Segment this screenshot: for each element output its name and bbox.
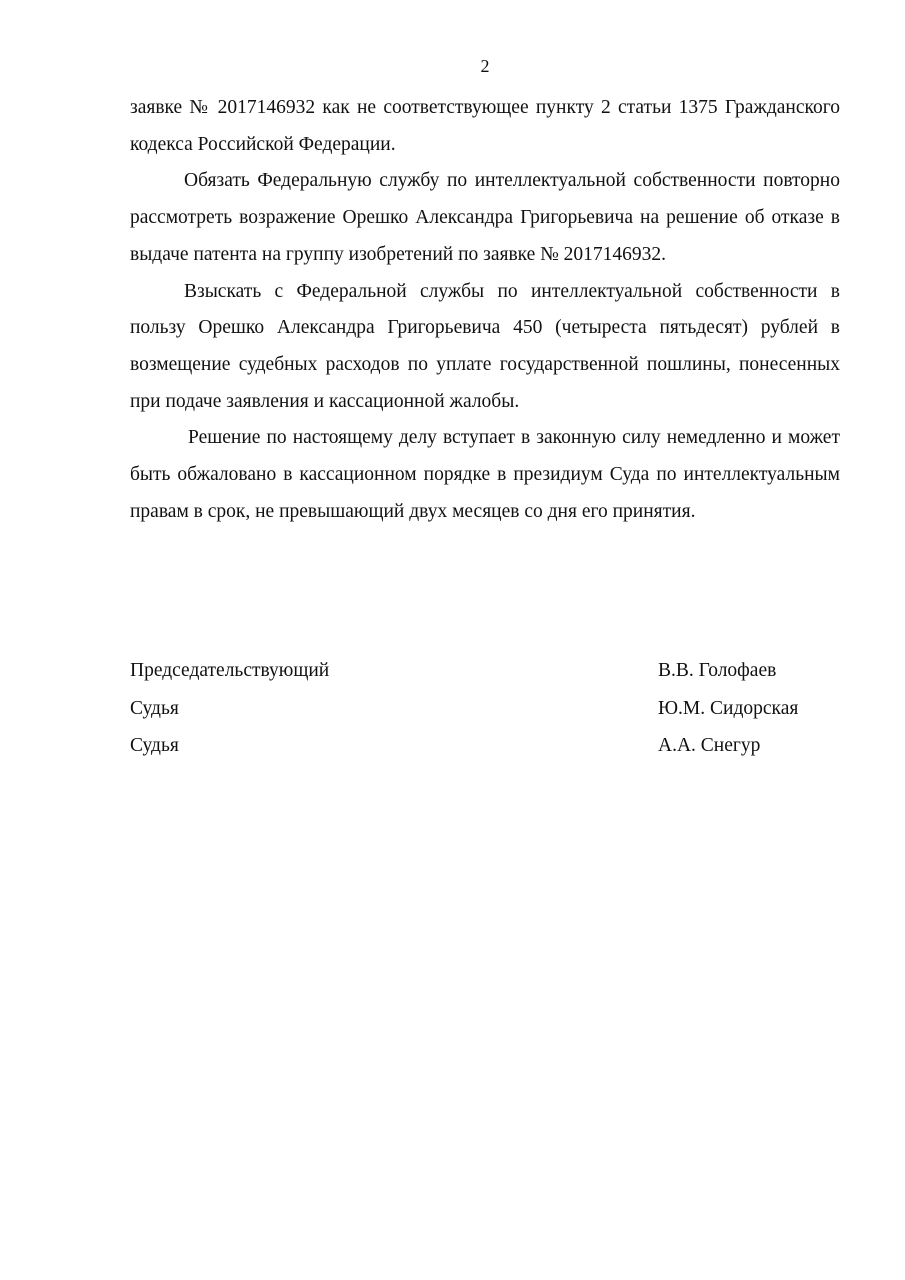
- signature-row-judge-2: [130, 727, 840, 765]
- signature-name: Ю.М. Сидорская: [658, 697, 799, 719]
- signature-row-judge-1: [130, 690, 840, 728]
- signature-name: А.А. Снегур: [658, 735, 761, 756]
- paragraph-recovery: Взыскать с Федеральной службы по интеллектуальной собственности в пользу Орешко Александра Григорьевича 450 (четыреста пятьдесят) рублей в возмещение судебных расходов по уплате государственной пошлины, понесенных при подаче заявления и кассационной жалобы.: [130, 280, 840, 412]
- signature-block: [130, 652, 840, 765]
- signature-role: Председательствующий: [130, 660, 330, 681]
- paragraph-obligation: Обязать Федеральную службу по интеллектуальной собственности повторно рассмотреть возражение Орешко Александра Григорьевича на решение об отказе в выдаче патента на группу изобретений по заявке № 2017146932.: [130, 170, 840, 265]
- signature-row-presiding: [130, 652, 840, 690]
- paragraph-continuation: заявке № 2017146932 как не соответствующее пункту 2 статьи 1375 Гражданского кодекса Российской Федерации.: [130, 97, 840, 155]
- paragraph-decision-effect: Решение по настоящему делу вступает в законную силу немедленно и может быть обжаловано в кассационном порядке в президиум Суда по интеллектуальным правам в срок, не превышающий двух месяцев со дня его принятия.: [130, 427, 840, 522]
- signature-role: Судья: [130, 697, 179, 719]
- signature-role: Судья: [130, 735, 179, 756]
- document-body: [130, 90, 840, 530]
- page-number: 2: [480, 56, 490, 76]
- signature-name: В.В. Голофаев: [658, 660, 777, 681]
